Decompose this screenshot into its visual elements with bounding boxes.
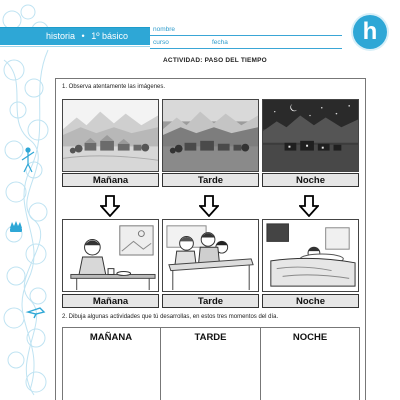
activity-label-afternoon: Tarde [162, 294, 259, 308]
drawing-area-night[interactable] [261, 344, 359, 400]
down-arrow-icon [299, 195, 319, 217]
course-date-field-line[interactable] [150, 48, 342, 49]
morning-breakfast-image [62, 219, 159, 292]
drawing-area-afternoon[interactable] [161, 344, 260, 400]
down-arrow-icon [199, 195, 219, 217]
scene-label-night: Noche [262, 173, 359, 187]
name-field-line[interactable] [150, 35, 342, 36]
drawing-table-top-rule [62, 327, 359, 328]
header-rule-bottom [0, 46, 150, 47]
grade-label: 1º básico [91, 31, 129, 41]
afternoon-homework-image [162, 219, 259, 292]
down-arrow-icon [100, 195, 120, 217]
activity-label-morning: Mañana [62, 294, 159, 308]
drawing-table-border [359, 327, 360, 400]
name-field-label: nombre [153, 26, 176, 33]
column-header-afternoon: TARDE [194, 332, 227, 343]
instruction-2: 2. Dibuja algunas actividades que tú desarrollas, en estos tres momentos del día. [62, 314, 279, 320]
afternoon-landscape-image [162, 99, 259, 172]
activity-title: ACTIVIDAD: PASO DEL TIEMPO [163, 57, 267, 64]
night-sleeping-image [262, 219, 359, 292]
scene-label-morning: Mañana [62, 173, 159, 187]
brand-logo: h [353, 15, 387, 49]
night-landscape-image [262, 99, 359, 172]
drawing-area-morning[interactable] [63, 344, 160, 400]
column-header-morning: MAÑANA [89, 332, 133, 343]
subject-label: historia [46, 31, 76, 41]
morning-landscape-image [62, 99, 159, 172]
course-field-label: curso [153, 39, 169, 46]
column-header-night: NOCHE [292, 332, 328, 343]
scene-label-afternoon: Tarde [162, 173, 259, 187]
date-field-label: fecha [212, 39, 228, 46]
instruction-1: 1. Observa atentamente las imágenes. [62, 84, 166, 90]
activity-label-night: Noche [262, 294, 359, 308]
separator-dot: • [81, 31, 85, 41]
subject-band [0, 28, 150, 45]
